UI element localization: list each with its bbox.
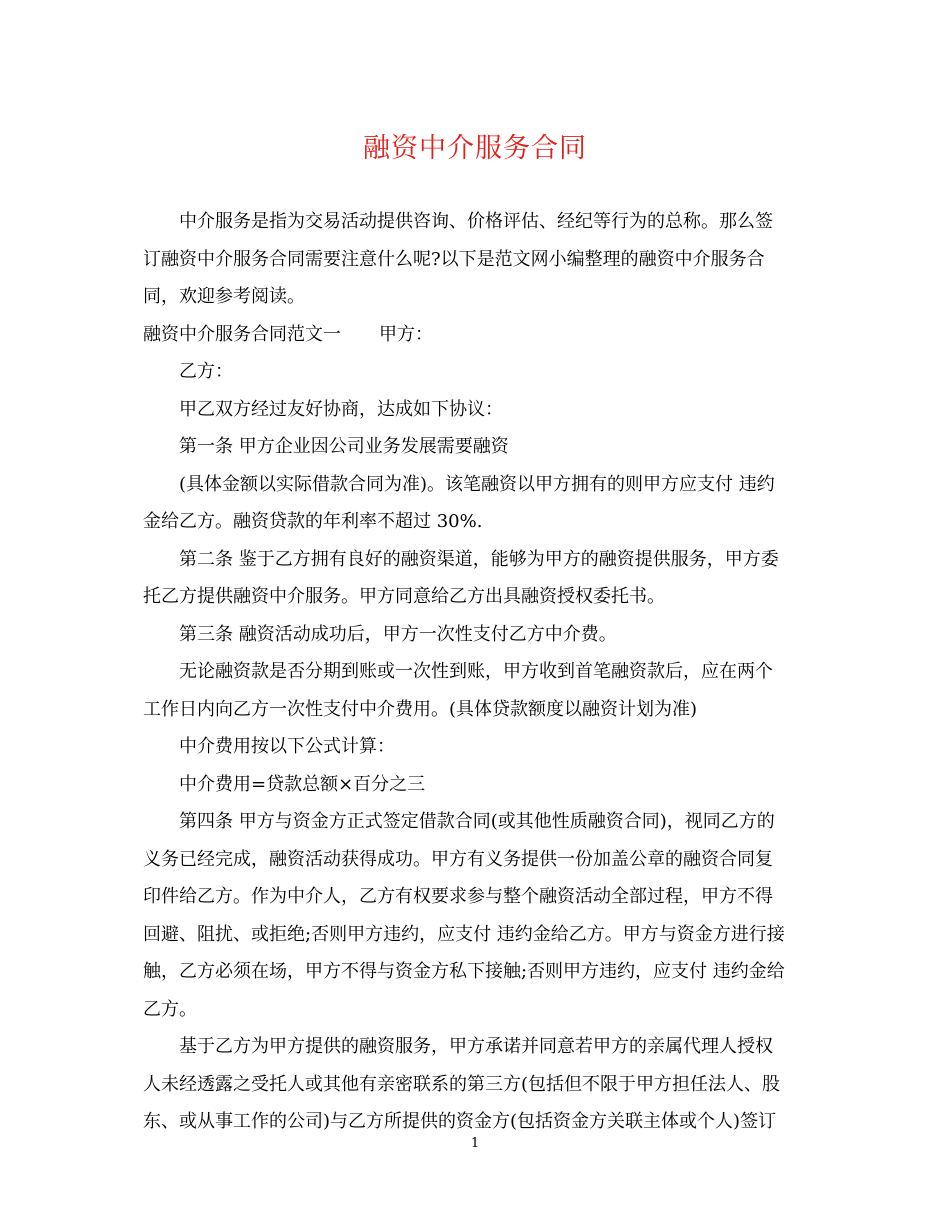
party-b-paragraph xyxy=(143,353,811,391)
text-line: 同，欢迎参考阅读。 xyxy=(143,286,305,307)
fee-formula-intro-paragraph xyxy=(143,728,811,766)
agreement-intro-paragraph xyxy=(143,391,811,429)
text-line: 中介费用按以下公式计算： xyxy=(179,736,395,757)
article-3-paragraph xyxy=(143,616,811,654)
text-line: 订融资中介服务合同需要注意什么呢?以下是范文网小编整理的融资中介服务合 xyxy=(143,248,765,270)
text-line: 托乙方提供融资中介服务。甲方同意给乙方出具融资授权委托书。 xyxy=(143,586,665,607)
text-line: 中介费用=贷款总额×百分之三 xyxy=(179,773,426,795)
text-line: 触，乙方必须在场，甲方不得与资金方私下接触;否则甲方违约，应支付 违约金给 xyxy=(143,961,785,982)
commitment-paragraph xyxy=(143,1028,811,1141)
text-line: 第一条 甲方企业因公司业务发展需要融资 xyxy=(179,436,509,457)
party-a-label: 甲方： xyxy=(379,323,433,345)
text-line: (具体金额以实际借款合同为准)。该笔融资以甲方拥有的则甲方应支付 违约 xyxy=(179,473,775,495)
text-line: 中介服务是指为交易活动提供咨询、价格评估、经纪等行为的总称。那么签 xyxy=(179,211,773,232)
text-line: 义务已经完成，融资活动获得成功。甲方有义务提供一份加盖公章的融资合同复 xyxy=(143,848,773,870)
sample-heading: 融资中介服务合同范文一 xyxy=(143,323,341,345)
party-b-label: 乙方： xyxy=(179,361,233,382)
article-2-paragraph xyxy=(143,541,811,616)
text-line: 基于乙方为甲方提供的融资服务，甲方承诺并同意若甲方的亲属代理人授权 xyxy=(179,1036,773,1057)
document-body xyxy=(143,203,811,1141)
contract-heading-line xyxy=(143,316,811,354)
article-1-detail-paragraph xyxy=(143,466,811,541)
text-line: 东、或从事工作的公司)与乙方所提供的资金方(包括资金方关联主体或个人)签订 xyxy=(143,1111,777,1132)
text-line: 人未经透露之受托人或其他有亲密联系的第三方(包括但不限于甲方担任法人、股 xyxy=(143,1073,781,1095)
text-line: 第四条 甲方与资金方正式签定借款合同(或其他性质融资合同)，视同乙方的 xyxy=(179,811,775,832)
article-1-paragraph xyxy=(143,428,811,466)
payment-paragraph xyxy=(143,653,811,728)
intro-paragraph xyxy=(143,203,811,316)
text-line: 工作日内向乙方一次性支付中介费用。(具体贷款额度以融资计划为准) xyxy=(143,698,698,720)
text-line: 乙方。 xyxy=(143,998,197,1020)
text-line: 第二条 鉴于乙方拥有良好的融资渠道，能够为甲方的融资提供服务，甲方委 xyxy=(179,548,779,570)
article-4-paragraph xyxy=(143,803,811,1028)
fee-formula-paragraph xyxy=(143,766,811,804)
text-line: 第三条 融资活动成功后，甲方一次性支付乙方中介费。 xyxy=(179,623,617,645)
page-number: 1 xyxy=(470,1136,480,1151)
text-line: 回避、阻扰、或拒绝;否则甲方违约，应支付 违约金给乙方。甲方与资金方进行接 xyxy=(143,923,785,945)
document-title: 融资中介服务合同 xyxy=(363,133,587,164)
text-line: 无论融资款是否分期到账或一次性到账，甲方收到首笔融资款后，应在两个 xyxy=(179,661,773,682)
text-line: 印件给乙方。作为中介人，乙方有权要求参与整个融资活动全部过程，甲方不得 xyxy=(143,886,773,907)
text-line: 甲乙双方经过友好协商，达成如下协议： xyxy=(179,398,503,420)
text-line: 金给乙方。融资贷款的年利率不超过 30%. xyxy=(143,511,483,532)
